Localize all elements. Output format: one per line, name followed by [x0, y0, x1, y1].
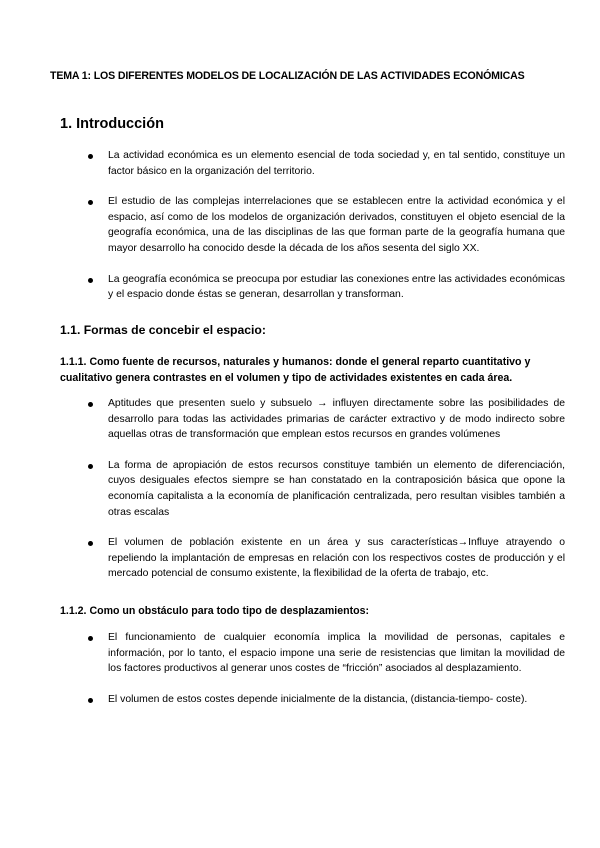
subsection-heading-obstaculo: 1.1.2. Como un obstáculo para todo tipo de desplazamientos: — [60, 605, 370, 617]
list-item-text: El estudio de las complejas interrelaciones que se establecen entre la actividad económica y el espacio, así como de los modelos de organización derivados, constituyen el objeto esencial de la geografía económica, una de las disciplinas de las que forman parte de la geografía humana que mayor desarrollo ha conocido desde la década de los años sesenta del siglo XX. — [108, 196, 565, 254]
list-item — [60, 272, 565, 303]
document-title: TEMA 1: LOS DIFERENTES MODELOS DE LOCALIZACIÓN DE LAS ACTIVIDADES ECONÓMICAS — [50, 70, 525, 82]
list-item — [60, 630, 565, 677]
bullet-list-fuente-recursos — [60, 396, 565, 597]
subsection-heading-fuente-recursos: 1.1.1. Como fuente de recursos, naturales y humanos: donde el general reparto cuantitativo y cualitativo genera contrastes en el volumen y tipo de actividades existentes en cada área. — [60, 356, 531, 384]
bullet-icon — [88, 402, 93, 407]
bullet-icon — [88, 464, 93, 469]
bullet-icon — [88, 541, 93, 546]
section-heading-formas-espacio: 1.1. Formas de concebir el espacio: — [60, 323, 266, 337]
bullet-list-obstaculo — [60, 630, 565, 722]
list-item-text: El volumen de población existente en un área y sus características→Influye atrayendo o repeliendo la implantación de empresas en relación con los respectivos costes de producción y el mercado potencial de consumo existente, la flexibilidad de la oferta de trabajo, etc. — [108, 537, 565, 580]
list-item-text: La geografía económica se preocupa por estudiar las conexiones entre las actividades económicas y el espacio donde éstas se generan, desarrollan y transforman. — [108, 273, 565, 301]
bullet-icon — [88, 154, 93, 159]
bullet-icon — [88, 636, 93, 641]
bullet-icon — [88, 698, 93, 703]
list-item-text: El volumen de estos costes depende inicialmente de la distancia, (distancia-tiempo- coste). — [108, 693, 528, 705]
list-item — [60, 535, 565, 582]
list-item-text: La forma de apropiación de estos recursos constituye también un elemento de diferenciación, cuyos desiguales efectos siempre se han constatado en la contraposición básica que opone la economía capitalista a la economía de planificación centralizada, pero resultan visibles también a otras escalas — [108, 459, 565, 518]
list-item-text: La actividad económica es un elemento esencial de toda sociedad y, en tal sentido, constituye un factor básico en la organización del territorio. — [108, 150, 565, 177]
list-item — [60, 148, 565, 179]
list-item — [60, 458, 565, 520]
list-item-text: El funcionamiento de cualquier economía implica la movilidad de personas, capitales e información, por lo tanto, el espacio impone una serie de resistencias que limitan la movilidad de los factores productivos al generar unos costes de “fricción” asociados al desplazamiento. — [108, 632, 565, 675]
bullet-icon — [88, 200, 93, 205]
list-item — [60, 692, 565, 708]
section-heading-introduccion: 1. Introducción — [60, 116, 164, 132]
bullet-icon — [88, 278, 93, 283]
bullet-list-introduccion — [60, 148, 565, 318]
list-item — [60, 396, 565, 443]
list-item — [60, 194, 565, 256]
list-item-text: Aptitudes que presenten suelo y subsuelo → influyen directamente sobre las posibilidades de desarrollo para todas las actividades primarias de carácter extractivo y de modo indirecto sobre aquellas otras de transformación que emplean estos recursos en grandes volúmenes — [108, 398, 565, 441]
